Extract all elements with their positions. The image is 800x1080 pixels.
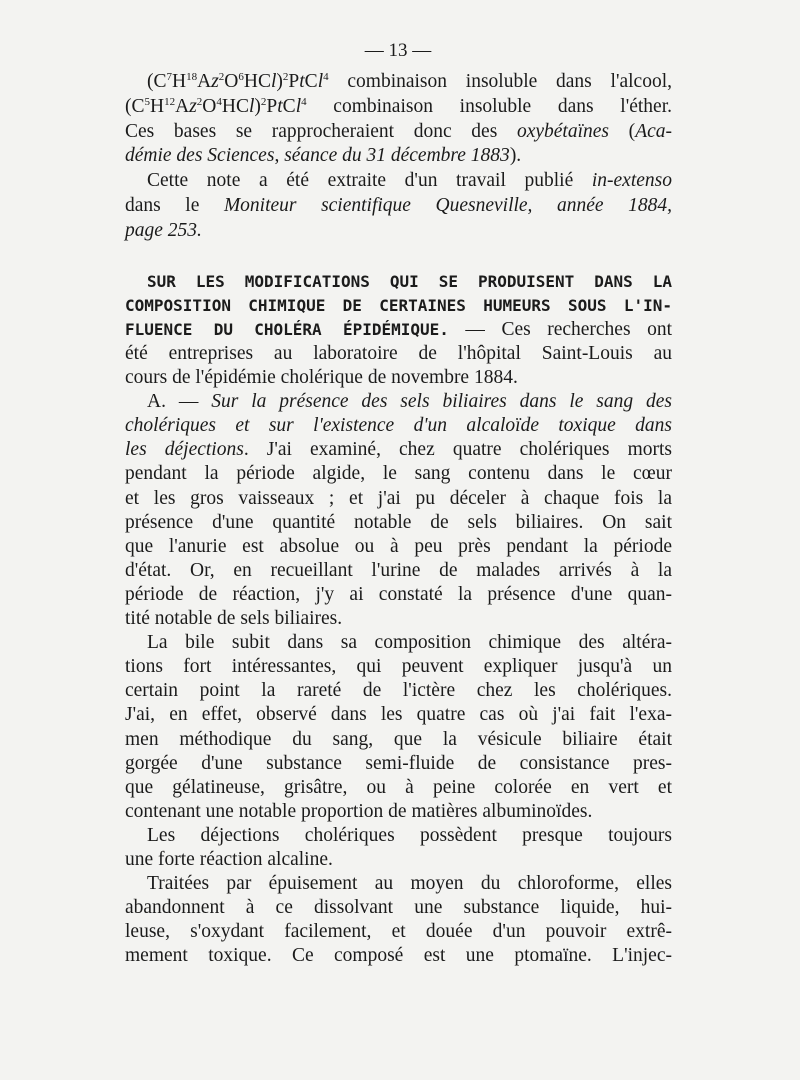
- text-line: [125, 920, 672, 944]
- text-run: P: [266, 95, 278, 117]
- text-run: C: [282, 95, 296, 117]
- superscript: 5: [144, 95, 150, 108]
- italic-text: l: [270, 71, 277, 92]
- heading-text: SUR LES MODIFICATIONS QUI SE PRODUISENT DANS LA: [147, 271, 672, 291]
- text-run: (: [609, 120, 636, 142]
- superscript: 4: [216, 95, 222, 108]
- text-run: O: [202, 95, 217, 117]
- text-run: HC: [221, 95, 249, 117]
- superscript: 2: [218, 71, 225, 83]
- text-run: Traitées par épuisement au moyen du chloroforme, elles: [147, 873, 672, 895]
- superscript: 2: [260, 95, 267, 108]
- text-run: cours de l'épidémie cholérique de novembre 1884.: [125, 367, 518, 388]
- text-line: [125, 655, 672, 679]
- text-run: que l'anurie est absolue ou à peu près pendant la période: [125, 535, 672, 557]
- text-run: (C: [147, 71, 167, 92]
- text-run: leuse, s'oxydant facilement, et douée d'un pouvoir extrê-: [125, 921, 672, 943]
- superscript: 2: [196, 95, 203, 108]
- text-line: [125, 366, 672, 390]
- text-run: pendant la période algide, le sang contenu dans le cœur: [125, 463, 672, 485]
- italic-text: in-extenso: [591, 170, 672, 192]
- page-number: — 13 —: [364, 40, 432, 61]
- text-run: combinaison insoluble dans l'alcool,: [328, 71, 672, 92]
- italic-text: l: [317, 71, 324, 92]
- text-run: abandonnent à ce dissolvant une substance liquide, hui-: [125, 897, 672, 919]
- text-run: mement toxique. Ce composé est une ptomaïne. L'injec-: [125, 945, 672, 967]
- italic-text: t: [277, 95, 283, 117]
- text-run: H: [172, 71, 187, 92]
- text-line: [125, 462, 672, 486]
- superscript: 18: [186, 71, 198, 83]
- text-line: [125, 95, 672, 119]
- italic-text: démie des Sciences: [125, 145, 275, 167]
- text-line: [125, 294, 672, 318]
- text-run: une forte réaction alcaline.: [125, 849, 333, 870]
- text-line: [147, 824, 672, 848]
- superscript: 12: [164, 95, 176, 108]
- italic-text: l: [295, 95, 302, 117]
- text-line: [125, 944, 672, 968]
- text-run: HC: [243, 71, 271, 92]
- superscript: 2: [282, 71, 289, 83]
- italic-text: les déjections: [125, 439, 244, 461]
- italic-text: Moniteur scientifique Quesneville, année 1884,: [223, 195, 672, 216]
- text-run: combinaison insoluble dans l'éther.: [306, 95, 672, 117]
- text-run: été entreprises au laboratoire de l'hôpital Saint-Louis au: [125, 342, 672, 364]
- text-run: P: [288, 71, 300, 92]
- text-run: La bile subit dans sa composition chimique des altéra-: [147, 632, 672, 654]
- text-line: [125, 511, 672, 535]
- text-run: certain point la rareté de l'ictère chez les cholériques.: [125, 680, 672, 702]
- text-run: d'état. Or, en recueillant l'urine de malades arrivés à la: [125, 559, 672, 581]
- text-line: [125, 559, 672, 583]
- italic-text: oxybétaïnes: [516, 120, 610, 142]
- text-run: H: [150, 95, 165, 117]
- text-run: men méthodique du sang, que la vésicule biliaire était: [125, 728, 672, 750]
- italic-text: Sur la présence des sels biliaires dans le sang des: [211, 391, 672, 413]
- italic-text: t: [299, 71, 305, 92]
- heading-text: COMPOSITION CHIMIQUE DE CERTAINES HUMEURS SOUS L'IN-: [125, 295, 672, 315]
- italic-text: z: [211, 71, 219, 92]
- italic-text: page 253.: [125, 219, 202, 241]
- text-run: Les déjections cholériques possèdent presque toujours: [147, 824, 672, 846]
- text-run: ): [276, 71, 283, 92]
- text-run: — Ces recherches ont: [448, 318, 672, 340]
- text-line: [147, 270, 672, 294]
- text-line: [125, 219, 672, 243]
- text-line: [125, 120, 672, 144]
- text-line: [125, 414, 672, 438]
- text-run: période de réaction, j'y ai constaté la présence d'une quan-: [125, 583, 672, 605]
- text-run: ).: [509, 145, 522, 167]
- italic-text: séance du 31 décembre 1883: [284, 145, 510, 167]
- text-run: tité notable de sels biliaires.: [125, 608, 343, 629]
- italic-text: Aca-: [635, 120, 672, 142]
- text-run: Ces bases se rapprocheraient donc des: [125, 120, 517, 142]
- text-run: O: [224, 71, 239, 92]
- italic-text: cholériques et sur l'existence d'un alcaloïde toxique dans: [125, 415, 672, 437]
- text-line: [125, 703, 672, 727]
- heading-text: FLUENCE DU CHOLÉRA ÉPIDÉMIQUE.: [125, 319, 449, 339]
- text-run: . J'ai examiné, chez quatre cholériques morts: [243, 439, 673, 461]
- text-run: tions fort intéressantes, qui peuvent expliquer jusqu'à un: [125, 656, 672, 678]
- text-line: [125, 318, 672, 342]
- text-run: (C: [125, 95, 145, 117]
- superscript: 6: [238, 71, 244, 83]
- text-line: [147, 169, 672, 193]
- superscript: 7: [166, 71, 172, 83]
- text-line: [125, 194, 672, 218]
- text-line: [147, 70, 672, 94]
- text-line: [125, 342, 672, 366]
- text-run: A: [197, 71, 212, 92]
- text-line: [147, 872, 672, 896]
- text-run: présence d'une quantité notable de sels biliaires. On sait: [125, 511, 672, 533]
- text-line: [125, 144, 672, 168]
- text-line: [125, 776, 672, 800]
- text-line: [125, 679, 672, 703]
- text-run: gorgée d'une substance semi-fluide de consistance pres-: [125, 752, 672, 774]
- text-run: C: [304, 71, 318, 92]
- text-run: J'ai, en effet, observé dans les quatre cas où j'ai fait l'exa-: [125, 704, 672, 726]
- text-run: et les gros vaisseaux ; et j'ai pu déceler à chaque fois la: [125, 487, 672, 509]
- text-line: [147, 631, 672, 655]
- text-line: [125, 583, 672, 607]
- text-run: A. —: [147, 391, 212, 413]
- text-run: contenant une notable proportion de matières albuminoïdes.: [125, 800, 593, 822]
- italic-text: z: [189, 95, 197, 117]
- text-line: [125, 896, 672, 920]
- text-line: [125, 438, 672, 462]
- text-line: [125, 752, 672, 776]
- text-line: [125, 535, 672, 559]
- text-run: ,: [274, 145, 285, 167]
- text-line: [147, 390, 672, 414]
- superscript: 4: [323, 71, 329, 83]
- text-run: que gélatineuse, grisâtre, ou à peine colorée en vert et: [125, 776, 672, 798]
- text-line: [125, 728, 672, 752]
- text-line: [125, 607, 672, 631]
- text-line: [125, 848, 672, 872]
- text-line: [125, 800, 672, 824]
- superscript: 4: [301, 95, 307, 108]
- text-run: ): [254, 95, 261, 117]
- text-run: dans le: [125, 195, 224, 216]
- text-run: Cette note a été extraite d'un travail publié: [147, 170, 592, 192]
- italic-text: l: [248, 95, 255, 117]
- text-run: A: [175, 95, 190, 117]
- text-line: [125, 487, 672, 511]
